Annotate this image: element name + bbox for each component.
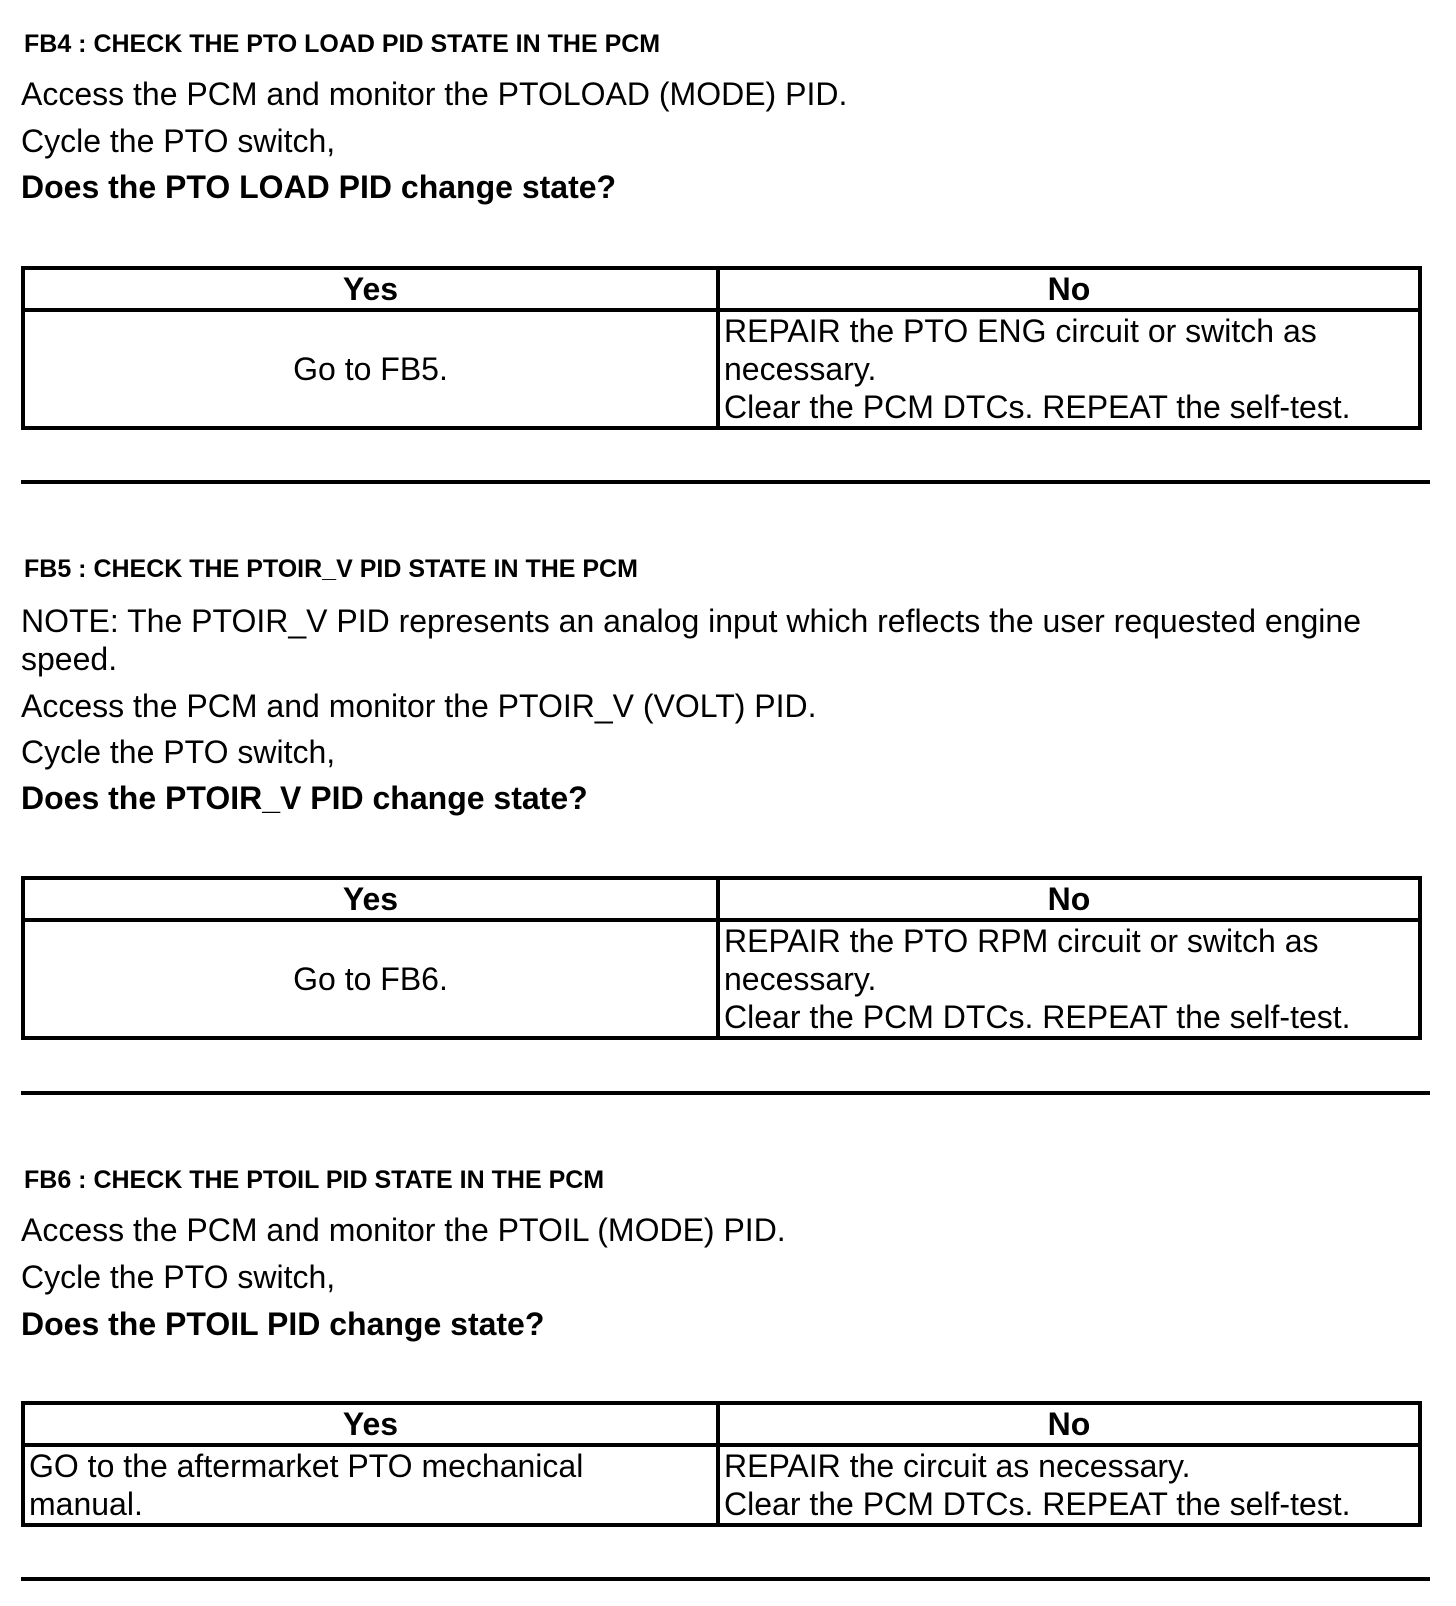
fb5-divider	[21, 1091, 1430, 1095]
fb4-result-table	[21, 266, 1422, 430]
fb4-no-line: REPAIR the PTO ENG circuit or switch as	[724, 313, 1317, 349]
fb5-instruction-access: Access the PCM and monitor the PTOIR_V (VOLT) PID.	[21, 688, 817, 724]
fb4-table-body-row	[23, 310, 1420, 428]
fb6-table-body-row	[23, 1445, 1420, 1525]
fb5-note: NOTE: The PTOIR_V PID represents an analog input which reflects the user requested engine speed.	[21, 603, 1361, 677]
fb6-yes-line: manual.	[29, 1486, 143, 1522]
fb5-table-body-row	[23, 920, 1420, 1038]
fb4-table-header-row	[23, 268, 1420, 310]
fb4-no-line: necessary.	[724, 351, 877, 387]
fb5-no-line: REPAIR the PTO RPM circuit or switch as	[724, 923, 1319, 959]
fb6-heading: FB6 : CHECK THE PTOIL PID STATE IN THE PCM	[24, 1166, 605, 1194]
fb6-no-header: No	[718, 1403, 1420, 1445]
fb5-heading: FB5 : CHECK THE PTOIR_V PID STATE IN THE PCM	[24, 555, 638, 583]
fb4-instruction-access: Access the PCM and monitor the PTOLOAD (MODE) PID.	[21, 76, 848, 112]
fb4-no-line: Clear the PCM DTCs. REPEAT the self-test.	[724, 389, 1351, 425]
fb4-question: Does the PTO LOAD PID change state?	[21, 169, 617, 205]
fb6-no-cell	[718, 1445, 1420, 1525]
fb6-result-table	[21, 1401, 1422, 1527]
fb6-yes-cell	[23, 1445, 718, 1525]
fb5-no-header: No	[718, 878, 1420, 920]
fb6-instruction-access: Access the PCM and monitor the PTOIL (MODE) PID.	[21, 1212, 786, 1248]
fb5-instruction-cycle: Cycle the PTO switch,	[21, 734, 336, 770]
fb6-question: Does the PTOIL PID change state?	[21, 1306, 545, 1342]
fb4-yes-cell: Go to FB5.	[23, 310, 718, 428]
fb5-result-table	[21, 876, 1422, 1040]
fb4-divider	[21, 480, 1430, 484]
fb5-table-header-row	[23, 878, 1420, 920]
fb6-divider	[21, 1577, 1430, 1581]
fb4-no-header: No	[718, 268, 1420, 310]
fb5-no-line: Clear the PCM DTCs. REPEAT the self-test.	[724, 999, 1351, 1035]
fb5-yes-cell: Go to FB6.	[23, 920, 718, 1038]
fb6-no-line: Clear the PCM DTCs. REPEAT the self-test.	[724, 1486, 1351, 1522]
fb4-yes-header: Yes	[23, 268, 718, 310]
fb6-yes-line: GO to the aftermarket PTO mechanical	[29, 1448, 584, 1484]
fb5-yes-header: Yes	[23, 878, 718, 920]
fb4-heading: FB4 : CHECK THE PTO LOAD PID STATE IN THE PCM	[24, 30, 661, 58]
fb4-instruction-cycle: Cycle the PTO switch,	[21, 123, 336, 159]
fb6-no-line: REPAIR the circuit as necessary.	[724, 1448, 1191, 1484]
fb4-no-cell	[718, 310, 1420, 428]
fb5-question: Does the PTOIR_V PID change state?	[21, 780, 588, 816]
fb6-yes-header: Yes	[23, 1403, 718, 1445]
fb6-instruction-cycle: Cycle the PTO switch,	[21, 1259, 336, 1295]
fb5-no-cell	[718, 920, 1420, 1038]
fb5-no-line: necessary.	[724, 961, 877, 997]
fb6-table-header-row	[23, 1403, 1420, 1445]
